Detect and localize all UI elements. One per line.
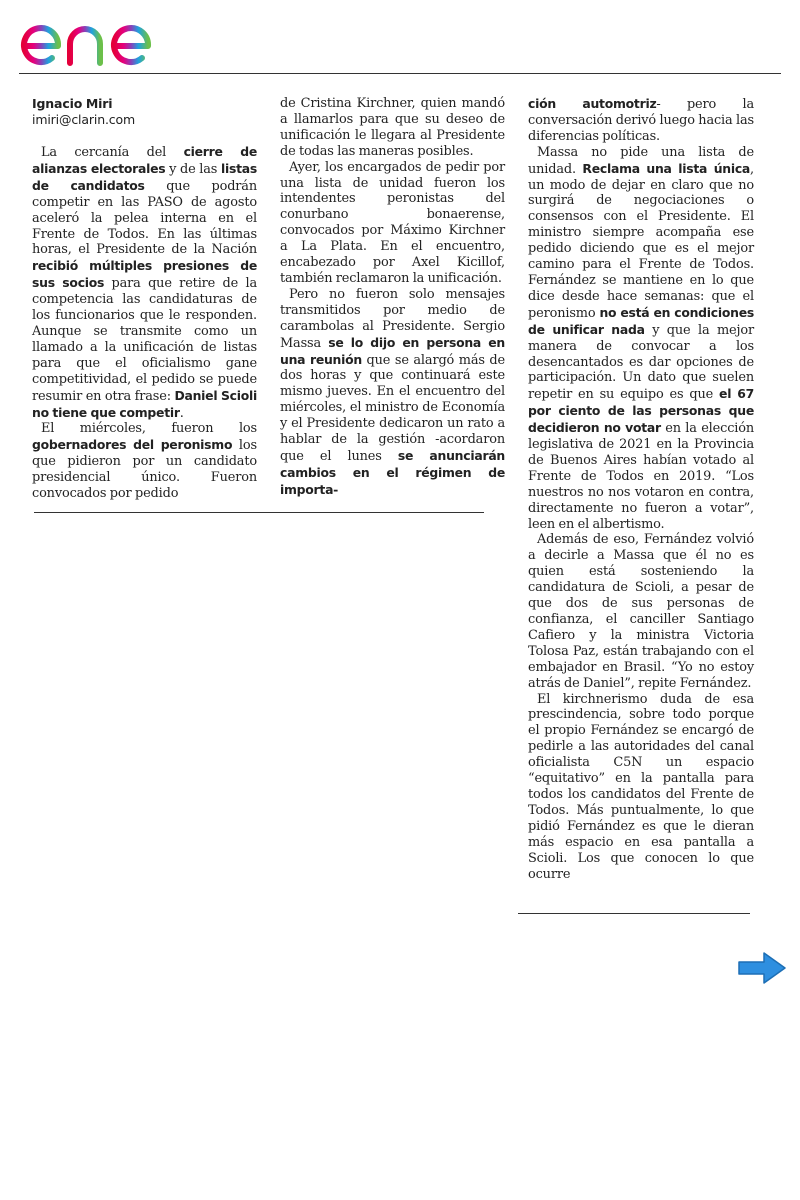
paragraph: de Cristina Kirchner, quien mandó a llamarlos para que su deseo de unificación le llegara al Presidente de todas las maneras posibles. bbox=[280, 96, 505, 159]
section-divider bbox=[34, 512, 484, 513]
column-end-divider bbox=[518, 913, 750, 914]
paragraph: ción automotriz- pero la conversación derivó luego hacia las diferencias políticas. bbox=[528, 96, 755, 144]
paragraph: El miércoles, fueron los gobernadores del peronismo los que pidieron por un candidato presidencial único. Fueron convocados por pedido bbox=[32, 421, 257, 502]
author-name: Ignacio Miri bbox=[32, 96, 113, 111]
paragraph: El kirchnerismo duda de esa prescindencia, sobre todo porque el propio Fernández se encargó de pedirle a las autoridades del canal oficialista C5N un espacio “equitativo” en la pantalla para todos los candidatos del Frente de Todos. Más puntualmente, lo que pidió Fernández es que le dieran más espacio en esa pantalla a Scioli. Los que conocen lo que ocurre bbox=[528, 691, 754, 882]
arrow-right-icon[interactable] bbox=[736, 950, 788, 986]
enel-logo bbox=[18, 6, 188, 68]
author-email: imiri@clarin.com bbox=[32, 112, 136, 127]
paragraph: La cercanía del cierre de alianzas electorales y de las listas de candidatos que podrán competir en las PASO de agosto aceleró la pelea interna en el Frente de Todos. En las últimas horas, el Presidente de la Nación recibió múltiples presiones de sus socios para que retire de la competencia las candidaturas de los funcionarios que le responden. Aunque se transmite como un llamado a la unificación de listas para que el oficialismo gane competitividad, el pedido se puede resumir en otra frase: Daniel Scioli no tiene que competir. bbox=[32, 144, 257, 421]
article-column-3 bbox=[528, 96, 754, 882]
article-column-1 bbox=[32, 96, 257, 502]
header-rule bbox=[19, 73, 781, 74]
next-page-arrow-shape[interactable] bbox=[739, 953, 785, 983]
article-column-2 bbox=[280, 96, 505, 499]
paragraph: Pero no fueron solo mensajes transmitidos por medio de carambolas al Presidente. Sergio Massa se lo dijo en persona en una reunión que se alargó más de dos horas y que continuará este mismo jueves. En el encuentro del miércoles, el ministro de Economía y el Presidente dedicaron un rato a hablar de la gestión -acordaron que el lunes se anunciarán cambios en el régimen de importa- bbox=[280, 286, 505, 497]
paragraph: Ayer, los encargados de pedir por una lista de unidad fueron los intendentes peronistas del conurbano bonaerense, convocados por Máximo Kirchner a La Plata. En el encuentro, encabezado por Axel Kicillof, también reclamaron la unificación. bbox=[280, 159, 505, 286]
paragraph: Además de eso, Fernández volvió a decirle a Massa que él no es quien está sosteniendo la candidatura de Scioli, a pesar de que dos de sus personas de confianza, el canciller Santiago Cafiero y la ministra Victoria Tolosa Paz, están trabajando con el embajador en Brasil. “Yo no estoy atrás de Daniel”, repite Fernández. bbox=[528, 532, 754, 691]
paragraph: Massa no pide una lista de unidad. Reclama una lista única, un modo de dejar en claro que no surgirá de negociaciones o consensos con el Presidente. El ministro siempre acompaña ese pedido diciendo que es el mejor camino para el Frente de Todos. Fernández se mantiene en lo que dice desde hace semanas: que el peronismo no está en condiciones de unificar nada y que la mejor manera de convocar a los desencantados es dar opciones de participación. Un dato que suelen repetir en su equipo es que el 67 por ciento de las personas que decidieron no votar en la elección legislativa de 2021 en la Provincia de Buenos Aires habían votado al Frente de Todos en 2019. “Los nuestros no nos votaron en contra, directamente no fueron a votar”, leen en el albertismo. bbox=[528, 144, 754, 532]
